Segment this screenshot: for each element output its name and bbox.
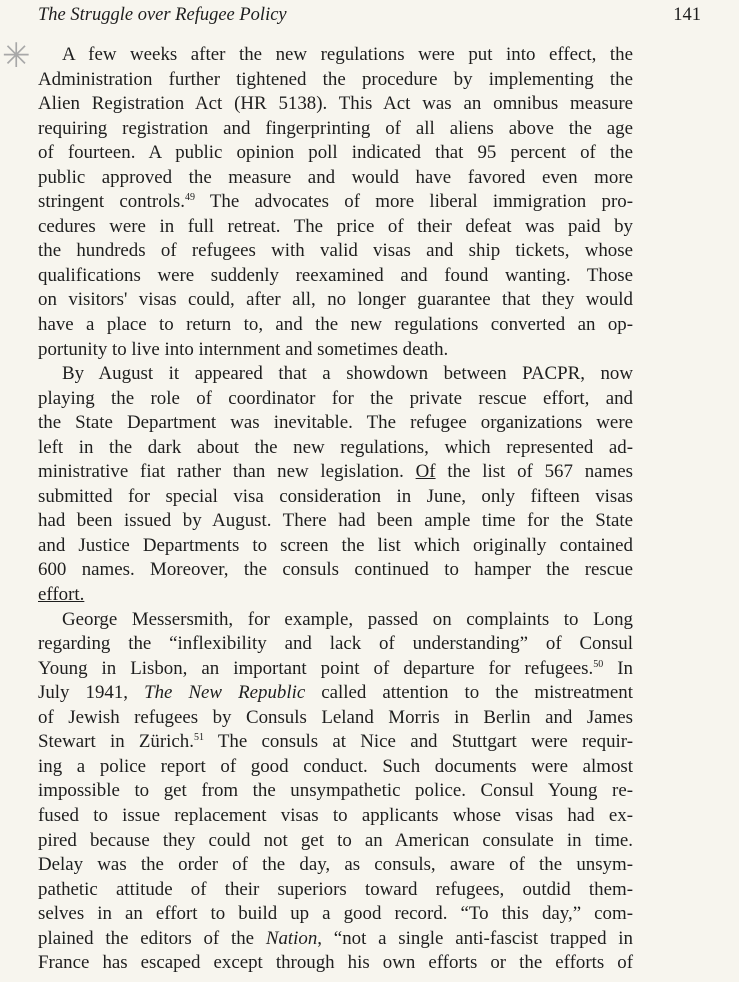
text-line [38,43,633,68]
text-line [38,264,633,289]
text-run: plained the editors of the [38,927,266,949]
text-line [38,338,633,363]
text-run: , “not a single anti-fascist trapped in [317,927,633,949]
running-header [38,5,701,31]
text-run: of Jewish refugees by Consuls Leland Morris in Berlin and James [38,706,633,728]
text-line [38,509,633,534]
text-run: portunity to live into internment and sometimes death. [38,338,449,360]
text-run: The advocates of more liberal immigration pro- [194,191,633,213]
footnote-ref: 51 [193,732,204,744]
text-run: ministrative fiat rather than new legislation. [38,461,416,483]
text-run: In [603,657,633,679]
text-run: pathetic attitude of their superiors toward refugees, outdid them- [38,878,633,900]
text-line [38,92,633,117]
running-title: The Struggle over Refugee Policy [38,5,287,25]
text-run: July 1941, [38,682,145,704]
text-run: the list of 567 names [435,461,633,483]
text-run: By August it appeared that a showdown between PACPR, now [62,363,633,385]
text-run: cedures were in full retreat. The price of their defeat was paid by [38,215,633,237]
text-run: Alien Registration Act (HR 5138). This Act was an omnibus measure [38,93,633,115]
text-run: George Messersmith, for example, passed on complaints to Long [62,608,633,630]
text-run: France has escaped except through his own efforts or the efforts of [38,952,633,974]
text-run: playing the role of coordinator for the private rescue effort, and [38,387,633,409]
text-line [38,558,633,583]
text-line [38,829,633,854]
italic-title: Nation [265,927,318,949]
text-line [38,141,633,166]
text-line [38,166,633,191]
footnote-ref: 49 [184,192,195,204]
text-run: the hundreds of refugees with valid visas and ship tickets, whose [38,240,633,262]
margin-asterisk-mark: ✳ [2,38,31,75]
text-run: qualifications were suddenly reexamined and found wanting. Those [38,264,633,286]
text-line [38,411,633,436]
text-run: ing a police report of good conduct. Such documents were almost [38,755,633,777]
text-line [38,681,633,706]
text-run: Young in Lisbon, an important point of departure for refugees. [38,657,594,679]
text-line [38,485,633,510]
text-run: 600 names. Moreover, the consuls continued to hamper the rescue [38,559,633,581]
text-line [38,608,633,633]
text-run: regarding the “inflexibility and lack of understanding” of Consul [38,633,633,655]
text-line [38,362,633,387]
text-run: pired because they could not get to an American consulate in time. [38,829,633,851]
text-run: called attention to the mistreatment [305,682,633,704]
text-run: fused to issue replacement visas to applicants whose visas had ex- [38,804,633,826]
text-run: left in the dark about the new regulations, which represented ad- [38,436,633,458]
text-run: public approved the measure and would have favored even more [38,166,633,188]
underlined-text: effort. [38,584,85,606]
text-run: Delay was the order of the day, as consuls, aware of the unsym- [38,854,633,876]
text-run: and Justice Departments to screen the list which originally contained [38,534,633,556]
text-line [38,534,633,559]
underlined-text: Of [415,461,436,483]
text-line [38,878,633,903]
text-line [38,460,633,485]
text-run: have a place to return to, and the new regulations converted an op- [38,314,633,336]
italic-title: The New Republic [144,682,306,704]
text-line [38,779,633,804]
text-line [38,951,633,976]
text-run: The consuls at Nice and Stuttgart were requir- [203,731,633,753]
text-line [38,706,633,731]
text-run: requiring registration and fingerprinting of all aliens above the age [38,117,633,139]
paragraph [38,43,633,362]
text-line [38,902,633,927]
text-run: on visitors' visas could, after all, no longer guarantee that they would [38,289,633,311]
text-run: A few weeks after the new regulations were put into effect, the [62,44,633,65]
text-run: Administration further tightened the procedure by implementing the [38,68,633,90]
text-line [38,804,633,829]
body-text [38,43,633,976]
text-line [38,853,633,878]
text-line [38,436,633,461]
text-run: Stewart in Zürich. [38,731,194,753]
text-line [38,927,633,952]
text-line [38,68,633,93]
text-run: had been issued by August. There had been ample time for the State [38,510,633,532]
text-line [38,313,633,338]
text-line [38,657,633,682]
text-line [38,215,633,240]
text-run: impossible to get from the unsympathetic police. Consul Young re- [38,780,633,802]
text-run: of fourteen. A public opinion poll indicated that 95 percent of the [38,142,633,164]
text-line [38,117,633,142]
paragraph [38,608,633,976]
text-run: the State Department was inevitable. The refugee organizations were [38,412,633,434]
text-line [38,583,633,608]
text-run: submitted for special visa consideration in June, only fifteen visas [38,485,633,507]
text-line [38,730,633,755]
text-run: stringent controls. [38,191,185,213]
footnote-ref: 50 [593,658,604,670]
text-line [38,288,633,313]
text-line [38,190,633,215]
page-number: 141 [673,5,701,25]
text-line [38,755,633,780]
text-line [38,632,633,657]
text-line [38,387,633,412]
text-run: selves in an effort to build up a good record. “To this day,” com- [38,903,633,925]
text-line [38,239,633,264]
paragraph [38,362,633,607]
